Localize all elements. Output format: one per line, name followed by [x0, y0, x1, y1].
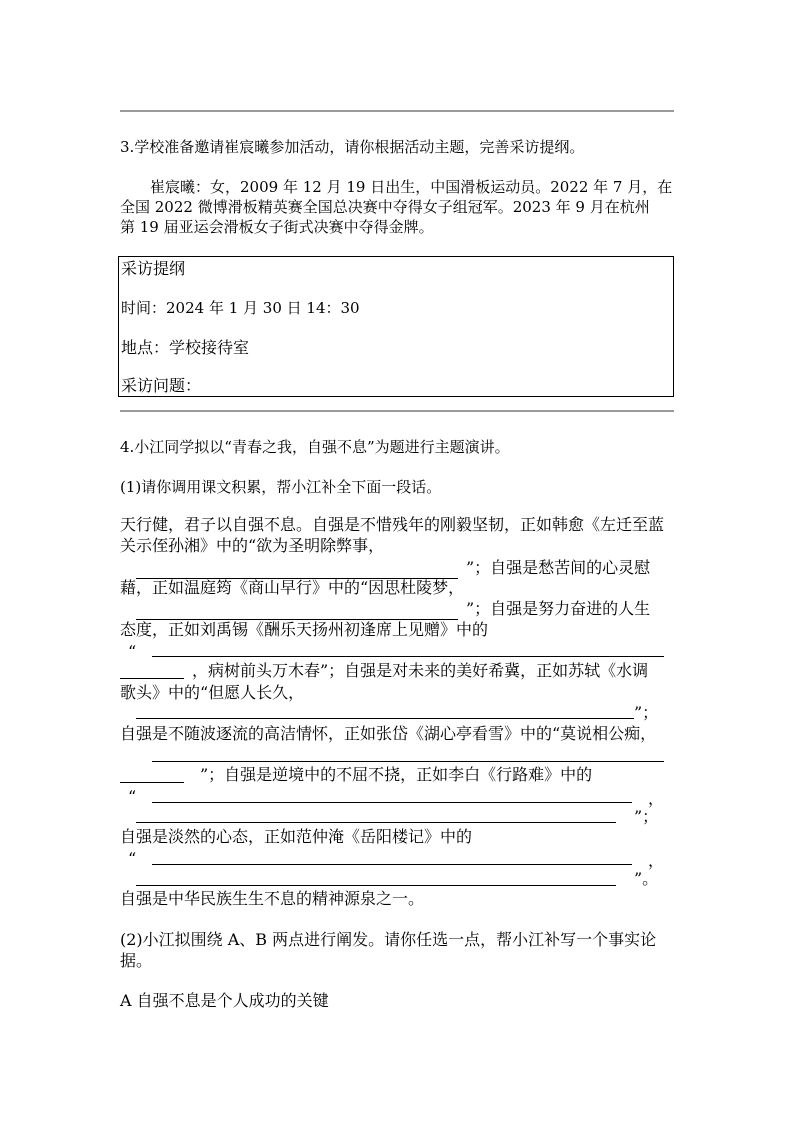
point-a: A 自强不息是个人成功的关键 — [120, 991, 329, 1010]
blank-7b[interactable] — [136, 885, 616, 886]
q3-bio-line-2: 全国 2022 微博滑板精英赛全国总决赛中夺得女子组冠军。2023 年 9 月在杭州 — [120, 198, 650, 216]
para-line-2: 关示侄孙湘》中的“欲为圣明除弊事， — [120, 536, 385, 555]
blank-3a[interactable] — [152, 656, 664, 657]
outline-questions: 采访问题： — [121, 376, 202, 395]
q3-bio-line-3: 第 19 届亚运会滑板女子街式决赛中夺得金牌。 — [120, 218, 434, 236]
blank-5a[interactable] — [152, 761, 664, 762]
blank-5b[interactable] — [120, 782, 184, 783]
blank-4[interactable] — [136, 718, 634, 719]
para-line-14: ”； — [634, 807, 659, 826]
blank-6a[interactable] — [152, 802, 632, 803]
para-line-18: 自强是中华民族生生不息的精神源泉之一。 — [120, 889, 425, 908]
outline-time: 时间：2024 年 1 月 30 日 14：30 — [121, 299, 360, 317]
para-line-12: ”；自强是逆境中的不屈不挠，正如李白《行路难》中的 — [200, 765, 593, 784]
top-divider — [120, 110, 674, 112]
para-line-4: 藉，正如温庭筠《商山早行》中的“因思杜陵梦， — [120, 578, 465, 597]
mid-divider — [120, 410, 674, 412]
para-quote-open-3: “ — [128, 849, 137, 868]
para-comma-2: ， — [648, 851, 665, 870]
q4-sub1: (1)请你调用课文积累，帮小江补全下面一段话。 — [120, 478, 442, 496]
para-line-5: ”；自强是努力奋进的人生 — [466, 599, 651, 618]
para-line-15: 自强是淡然的心态，正如范仲淹《岳阳楼记》中的 — [120, 827, 473, 846]
q4-sub2-line-2: 据。 — [120, 951, 153, 970]
para-quote-open-2: “ — [128, 787, 137, 806]
interview-outline-box — [118, 256, 674, 397]
para-line-11: 自强是不随波逐流的高洁情怀，正如张岱《湖心亭看雪》中的“莫说相公痴， — [120, 724, 657, 743]
blank-3b[interactable] — [120, 678, 184, 679]
para-quote-open-1: “ — [128, 642, 137, 661]
para-line-1: 天行健，君子以自强不息。自强是不惜残年的刚毅坚韧，正如韩愈《左迁至蓝 — [120, 515, 665, 534]
q3-bio-line-1: 崔宸曦：女，2009 年 12 月 19 日出生，中国滑板运动员。2022 年 7 月，在 — [150, 178, 673, 196]
outline-place: 地点：学校接待室 — [121, 338, 250, 357]
blank-7a[interactable] — [152, 864, 632, 865]
q3-prompt: 3.学校准备邀请崔宸曦参加活动，请你根据活动主题，完善采访提纲。 — [120, 138, 585, 156]
blank-6b[interactable] — [136, 822, 616, 823]
para-line-10: ”； — [634, 703, 659, 722]
para-line-9: 歌头》中的“但愿人长久， — [120, 683, 305, 702]
q4-sub2-line-1: (2)小江拟围绕 A、B 两点进行阐发。请你任选一点，帮小江补写一个事实论 — [120, 930, 657, 949]
q4-prompt: 4.小江同学拟以“青春之我，自强不息”为题进行主题演讲。 — [120, 438, 510, 456]
outline-title: 采访提纲 — [121, 259, 186, 278]
para-comma-1: ， — [648, 789, 665, 808]
para-line-6: 态度，正如刘禹锡《酬乐天扬州初逢席上见赠》中的 — [120, 620, 489, 639]
para-line-3: ”；自强是愁苦间的心灵慰 — [466, 558, 651, 577]
para-line-17: ”。 — [634, 869, 659, 888]
para-line-8: ，病树前头万木春”；自强是对未来的美好希冀，正如苏轼《水调 — [192, 661, 649, 680]
